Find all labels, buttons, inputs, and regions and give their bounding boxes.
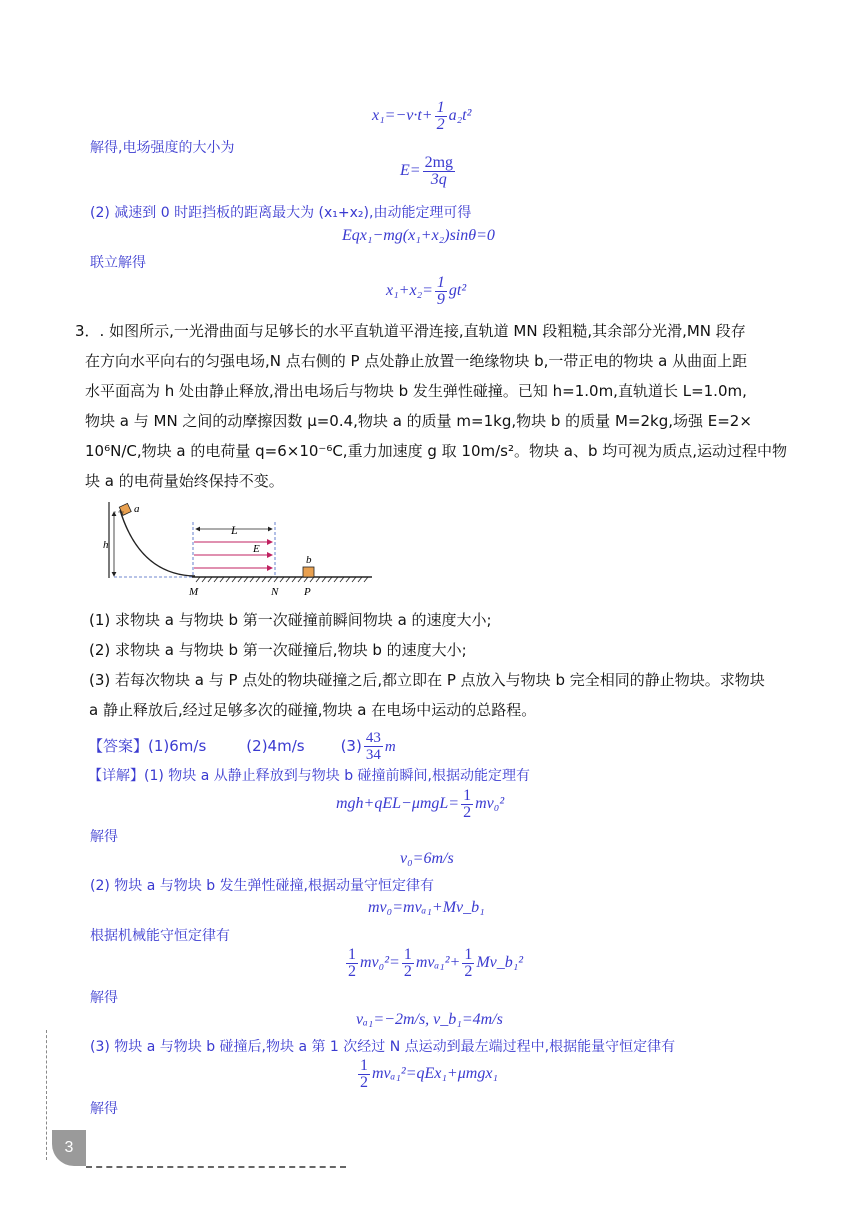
label-h: h [103,539,109,551]
equation-energy-1 [336,788,504,821]
problem-3-questions [75,605,815,725]
fraction [435,275,447,308]
answer-tag: 【答案】 [88,737,149,755]
eq-part: Mv_b₁² [476,954,524,972]
curved-surface [120,510,195,576]
frac-num: 1 [403,946,412,963]
detail-part1-intro [88,765,530,785]
fraction [435,100,447,133]
frac-den: 2 [348,963,356,980]
frac-den: 2 [360,1074,368,1091]
eq-x1-tail: a₂t² [448,107,472,125]
text-solve-1: 解得 [90,829,118,845]
frac-num: 1 [464,946,473,963]
label-M: M [189,586,199,598]
frac-den: 2 [463,804,472,821]
equation-E [400,155,457,188]
eq-x1-left: x₁=−v·t+ [372,107,433,125]
problem-line: 物块 a 与 MN 之间的动摩擦因数 μ=0.4,物块 a 的质量 m=1kg,物块 b 的质量 M=2kg,场强 E=2× [85,412,752,430]
equation-x1 [372,100,471,133]
ground-hatch [196,577,368,582]
eq-left: mgh+qEL−μmgL= [336,795,460,813]
fraction [402,947,414,980]
equation-result-2: vₐ₁=−2m/s, v_b₁=4m/s [356,1011,503,1028]
equation-momentum: mv₀=mvₐ₁+Mv_b₁ [368,899,485,916]
frac-den: 2 [436,116,445,133]
frac-num: 1 [360,1057,368,1074]
eq-E-left: E= [400,162,421,180]
frac-den: 34 [365,747,381,763]
detail-text: (1) 物块 a 从静止释放到与物块 b 碰撞前瞬间,根据动能定理有 [144,768,530,784]
frac-den: 2 [464,963,473,980]
problem-line: 3．. 如图所示,一光滑曲面与足够长的水平直轨道平滑连接,直轨道 MN 段粗糙,其余部分光滑,MN 段存 [75,322,746,340]
eq-sum-left: x₁+x₂= [386,282,433,300]
equation-energy: Eqx₁−mg(x₁+x₂)sinθ=0 [342,227,495,244]
equation-mechanical-energy [344,947,523,980]
frac-den: 2 [403,963,412,980]
equation-energy-3 [356,1058,498,1091]
label-P: P [304,586,311,598]
footer-dashed-line [86,1166,346,1168]
page-number: 3 [52,1130,86,1166]
problem-line: 水平面高为 h 处由静止释放,滑出电场后与物块 b 发生弹性碰撞。已知 h=1.0m,直轨道长 L=1.0m, [85,382,747,400]
fraction [461,788,473,821]
text-solve-3: 解得 [90,1101,118,1117]
fraction [364,730,383,763]
frac-num: 1 [348,946,356,963]
frac-num: 1 [436,274,445,291]
frac-num: 2mg [424,154,454,171]
question-3-line1: (3) 若每次物块 a 与 P 点处的物块碰撞之后,都立即在 P 点放入与物块 b 完全相同的静止物块。求物块 [89,671,765,689]
fraction [462,947,474,980]
problem-3-statement [75,316,815,496]
detail-part3-intro: (3) 物块 a 与物块 b 碰撞后,物块 a 第 1 次经过 N 点运动到最左端过程中,根据能量守恒定律有 [90,1039,676,1055]
fraction [358,1058,370,1091]
fraction [346,947,358,980]
frac-den: 3q [430,171,447,188]
eq-part: mvₐ₁²+ [415,954,461,972]
problem-line: 10⁶N/C,物块 a 的电荷量 q=6×10⁻⁶C,重力加速度 g 取 10m/s²。物块 a、b 均可视为质点,运动过程中物 [85,442,787,460]
text-joint: 联立解得 [90,255,146,271]
eq-part: mv₀²= [360,954,400,972]
detail-tag: 【详解】 [88,768,144,784]
frac-num: 43 [365,730,381,746]
physics-figure [100,500,380,600]
equation-sum [386,275,466,308]
answer-3-prefix: (3) [340,737,362,755]
equation-v0: v₀=6m/s [400,850,454,867]
label-L: L [231,523,238,537]
answer-1: (1)6m/s [148,737,207,755]
problem-line: 块 a 的电荷量始终保持不变。 [85,472,284,490]
eq-sum-tail: gt² [448,282,467,300]
problem-line: 在方向水平向右的匀强电场,N 点右侧的 P 点处静止放置一绝缘物块 b,一带正电的物块 a 从曲面上距 [85,352,748,370]
frac-num: 1 [436,99,445,116]
eq-part: mvₐ₁²=qEx₁+μmgx₁ [372,1065,498,1083]
question-2: (2) 求物块 a 与物块 b 第一次碰撞后,物块 b 的速度大小; [89,641,467,659]
text-solve-2: 解得 [90,990,118,1006]
answer-3-unit: m [384,739,396,755]
detail-part2-intro: (2) 物块 a 与物块 b 发生弹性碰撞,根据动量守恒定律有 [90,878,434,894]
text-part2: (2) 减速到 0 时距挡板的距离最大为 (x₁+x₂),由动能定理可得 [90,205,472,221]
frac-den: 9 [436,291,445,308]
block-b [303,567,314,577]
question-1: (1) 求物块 a 与物块 b 第一次碰撞前瞬间物块 a 的速度大小; [89,611,492,629]
text-mech-intro: 根据机械能守恒定律有 [90,928,230,944]
text-e-intro: 解得,电场强度的大小为 [90,140,235,156]
label-E: E [253,543,260,555]
eq-tail: mv₀² [475,795,505,813]
margin-dashed-line [46,1030,47,1160]
label-b: b [306,554,312,566]
answer-2: (2)4m/s [246,737,305,755]
label-N: N [271,586,279,598]
question-3-line2: a 静止释放后,经过足够多次的碰撞,物块 a 在电场中运动的总路程。 [89,701,537,719]
fraction [423,155,455,188]
answer-line [88,730,396,763]
frac-num: 1 [463,787,472,804]
label-a: a [134,503,140,515]
